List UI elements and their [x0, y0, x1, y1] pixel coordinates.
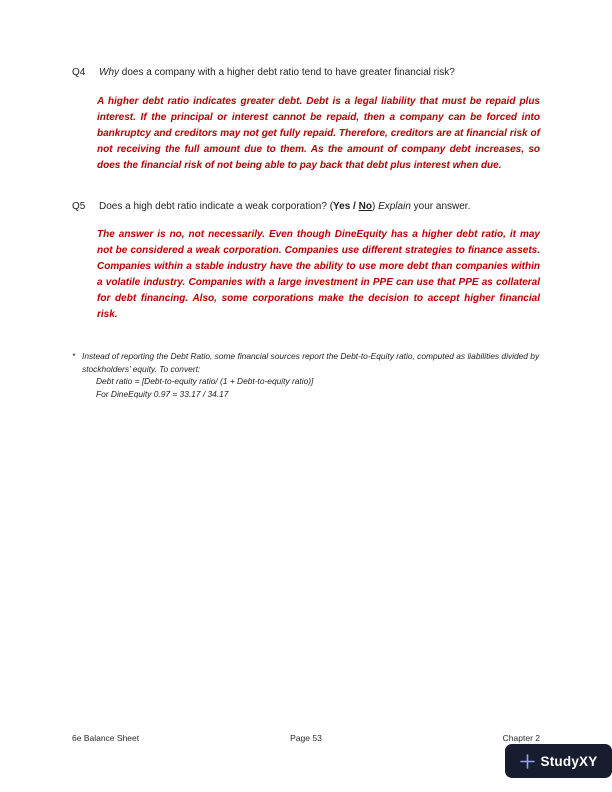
answer-q5: The answer is no, not necessarily. Even though DineEquity has a higher debt ratio, it may not be considered a weak corporation. Companies use different strategies to finance assets. Companies within a stable industry have the ability to use more debt than companies within a volatile industry. Companies with a large investment in PPE can use that PPE as collateral for debt financing. Also, some corporations make the decision to accept higher financial risk.	[97, 229, 540, 320]
question-q4-body: does a company with a higher debt ratio tend to have greater financial risk?	[119, 67, 455, 78]
question-q5-explain: Explain	[378, 201, 411, 212]
footer-chapter: Chapter 2	[502, 733, 540, 743]
question-q5-after: your answer.	[410, 201, 471, 212]
studyxy-brand-badge[interactable]	[505, 744, 612, 778]
plus-sparkle-icon	[520, 754, 535, 769]
question-text-q5	[99, 200, 542, 213]
footnote-marker: *	[72, 351, 76, 361]
question-q5	[72, 200, 542, 213]
footnote-body	[82, 350, 542, 400]
question-q4	[72, 66, 542, 79]
question-q5-separator: /	[350, 201, 359, 212]
question-q4-lead: Why	[99, 67, 119, 78]
question-q5-no: No	[358, 201, 372, 212]
question-q5-before: Does a high debt ratio indicate a weak corporation? (	[99, 201, 334, 212]
question-label-q4: Q4	[72, 67, 86, 78]
footnote-example: For DineEquity 0.97 = 33.17 / 34.17	[96, 388, 229, 399]
brand-name: StudyXY	[540, 753, 598, 769]
footnote	[72, 350, 542, 400]
question-text-q4	[99, 66, 542, 79]
question-label-q5: Q5	[72, 201, 86, 212]
answer-q4: A higher debt ratio indicates greater debt. Debt is a legal liability that must be repaid plus interest. If the principal or interest cannot be repaid, then a company can be forced into bankruptcy and creditors may not get fully repaid. Therefore, creditors are at financial risk of not receiving the full amount due to them. As the amount of company debt increases, so does the financial risk of not being able to pay back that debt plus interest when due.	[97, 96, 540, 171]
question-q5-close: )	[371, 201, 379, 212]
footnote-formula: Debt ratio = [Debt-to-equity ratio/ (1 + Debt-to-equity ratio)]	[96, 376, 314, 386]
footnote-text: Instead of reporting the Debt Ratio, some financial sources report the Debt-to-Equity ratio, computed as liabilities divided by stockholders’ equity. To convert:	[82, 351, 540, 374]
footer-page-number: Page 53	[290, 733, 322, 743]
question-q5-yes: Yes	[333, 201, 351, 212]
footer-book-title: 6e Balance Sheet	[72, 733, 140, 743]
